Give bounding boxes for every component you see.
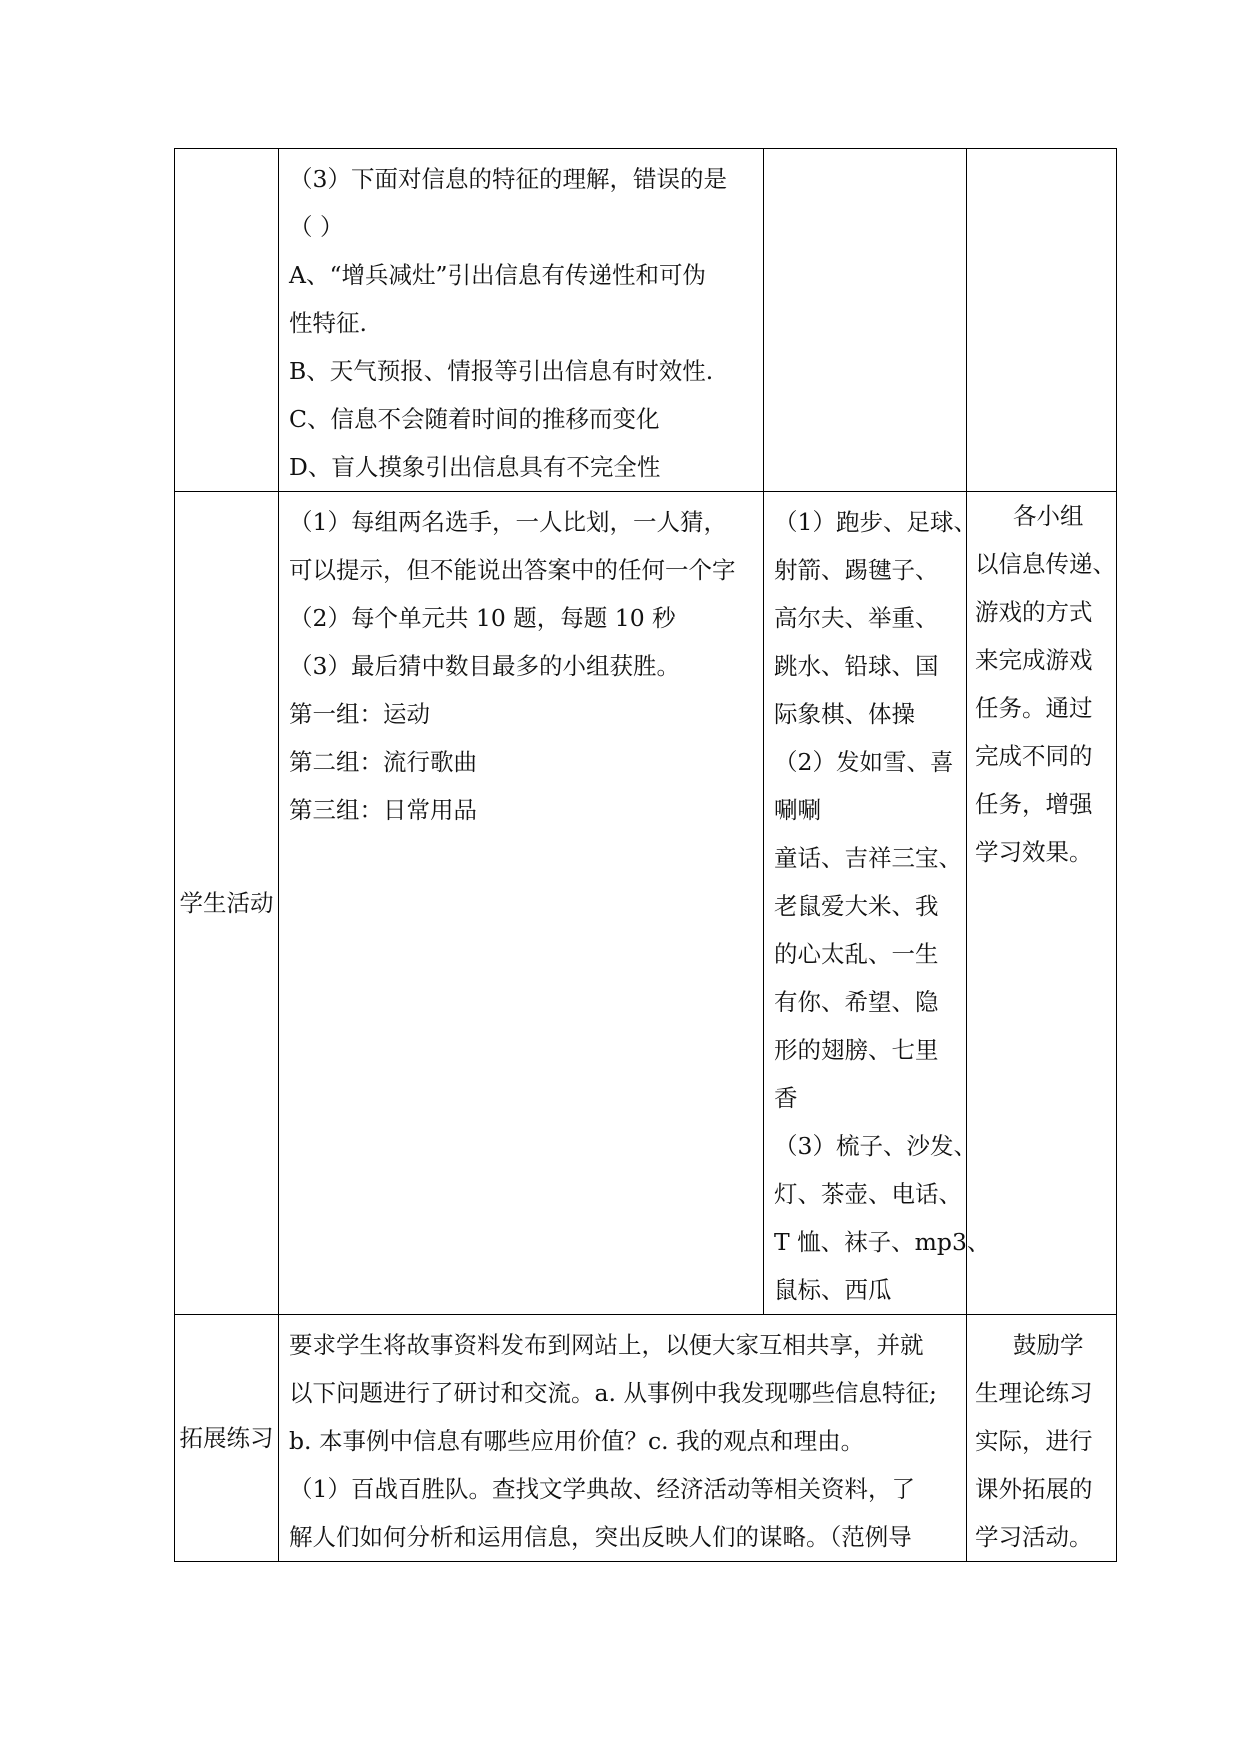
answer-line: 童话、吉祥三宝、 (774, 844, 962, 872)
answer-line: （3）梳子、沙发、 (774, 1132, 977, 1160)
text-line: 第二组：流行歌曲 (289, 748, 477, 776)
row-label-text: 习 (250, 1424, 274, 1452)
text-line: b. 本事例中信息有哪些应用价值？c. 我的观点和理由。 (289, 1427, 865, 1455)
note-line: 学习效果。 (975, 838, 1093, 866)
answer-line: 的心太乱、一生 (774, 940, 939, 968)
text-line: 第三组：日常用品 (289, 796, 477, 824)
table-row-student-activity (175, 492, 1117, 1315)
text-line: A、“增兵减灶”引出信息有传递性和可伪 (289, 261, 706, 289)
answer-line: 灯、茶壶、电话、 (774, 1180, 962, 1208)
note-line: 以信息传递、 (975, 550, 1116, 578)
answer-cell (764, 492, 991, 1315)
note-cell (967, 492, 1117, 1315)
text-line: C、信息不会随着时间的推移而变化 (289, 405, 660, 433)
answer-line: 高尔夫、举重、 (774, 604, 939, 632)
note-line: 生理论练习 (975, 1379, 1093, 1407)
note-line: 实际，进行 (975, 1427, 1093, 1455)
text-line: 解人们如何分析和运用信息，突出反映人们的谋略。（范例导 (289, 1523, 912, 1551)
text-line: 第一组：运动 (289, 700, 430, 728)
note-line: 任务，增强 (975, 790, 1093, 818)
note-line: 来完成游戏 (975, 646, 1093, 674)
answer-line: 形的翅膀、七里 (774, 1036, 939, 1064)
text-line: B、天气预报、情报等引出信息有时效性. (289, 357, 714, 385)
table-row-question (175, 149, 1117, 492)
note-line: 鼓励学 (1013, 1331, 1084, 1359)
text-line: （3）下面对信息的特征的理解，错误的是 (289, 165, 727, 193)
row-label-cell (175, 492, 279, 1315)
row-label-cell (175, 1315, 279, 1562)
answer-line: 唰唰 (774, 796, 821, 824)
row-label-text: 拓展练 (179, 1424, 250, 1452)
text-line: （ ） (289, 213, 344, 241)
content-cell (279, 149, 764, 492)
answer-line: 香 (774, 1084, 798, 1112)
note-line: 完成不同的 (975, 742, 1093, 770)
text-line: 可以提示，但不能说出答案中的任何一个字 (289, 556, 736, 584)
answer-line: 际象棋、体操 (774, 700, 915, 728)
note-cell (967, 149, 1117, 492)
note-line: 任务。通过 (975, 694, 1093, 722)
note-line: 各小组 (1013, 502, 1084, 530)
note-line: 课外拓展的 (975, 1475, 1093, 1503)
note-cell (967, 1315, 1117, 1562)
answer-line: 鼠标、西瓜 (774, 1276, 892, 1304)
row-label-text: 学生活 (179, 889, 250, 917)
text-line: （1）百战百胜队。查找文学典故、经济活动等相关资料，了 (289, 1475, 915, 1503)
answer-line: （1）跑步、足球、 (774, 508, 977, 536)
answer-line: T 恤、袜子、mp3、 (774, 1228, 991, 1256)
answer-line: 老鼠爱大米、我 (774, 892, 939, 920)
text-line: （1）每组两名选手，一人比划，一人猜， (289, 508, 727, 536)
content-cell (279, 1315, 967, 1562)
note-line: 游戏的方式 (975, 598, 1093, 626)
answer-line: 有你、希望、隐 (774, 988, 939, 1016)
text-line: （3）最后猜中数目最多的小组获胜。 (289, 652, 680, 680)
note-line: 学习活动。 (975, 1523, 1093, 1551)
answer-line: （2）发如雪、喜 (774, 748, 954, 776)
row-label-cell (175, 149, 279, 492)
answer-cell (764, 149, 967, 492)
text-line: 要求学生将故事资料发布到网站上，以便大家互相共享，并就 (289, 1331, 924, 1359)
text-line: 性特征. (289, 309, 367, 337)
answer-line: 跳水、铅球、国 (774, 652, 939, 680)
lesson-plan-table (174, 148, 1117, 1562)
text-line: 以下问题进行了研讨和交流。a. 从事例中我发现哪些信息特征; (289, 1379, 937, 1407)
text-line: （2）每个单元共 10 题，每题 10 秒 (289, 604, 676, 632)
answer-line: 射箭、踢毽子、 (774, 556, 939, 584)
content-cell (279, 492, 764, 1315)
row-label-text: 动 (250, 889, 274, 917)
table-row-extension-practice (175, 1315, 1117, 1562)
text-line: D、盲人摸象引出信息具有不完全性 (289, 453, 661, 481)
